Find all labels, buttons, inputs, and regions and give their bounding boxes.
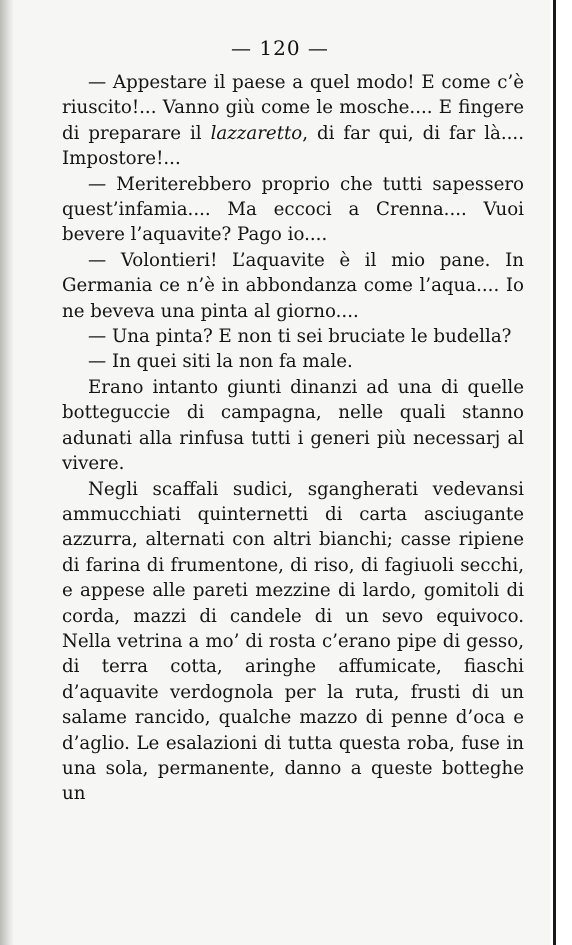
- paragraph: Erano intanto giunti dinanzi ad una di quelle botteguccie di campagna, nelle quali stanno adunati alla rinfusa tutti i generi più necessarj al vivere.: [62, 376, 524, 475]
- paragraph-text: , di far qui, di far là.... Impostore!...: [62, 122, 524, 170]
- paragraph: — In quei siti la non fa male.: [88, 351, 353, 373]
- paragraph: — Una pinta? E non ti sei bruciate le budella?: [88, 326, 512, 348]
- paragraph-italic-word: lazzaretto: [210, 122, 303, 144]
- paragraph: — Meriterebbero proprio che tutti sapessero quest’infamia.... Ma eccoci a Crenna.... Vuoi bevere l’aquavite? Pago io....: [62, 173, 524, 246]
- paragraph: Negli scaffali sudici, sgangherati vedevansi ammucchiati quinternetti di carta asciugante azzurra, alternati con altri bianchi; casse ripiene di farina di frumentone, di riso, di fagiuoli secchi, e appese alle pareti mezzine di lardo, gomitoli di corda, mazzi di candele di un sevo equivoco. Nella vetrina a mo’ di rosta c’erano pipe di gesso, di terra cotta, aringhe affumicate, fiaschi d’aquavite verdognola per la ruta, frusti di un salame rancido, qualche mazzo di penne d’oca e d’aglio. Le esalazioni di tutta questa roba, fuse in una sola, permanente, danno a queste botteghe un: [62, 478, 524, 805]
- page-number: — 120 —: [231, 36, 329, 60]
- paragraph-text: — Appestare il paese a quel modo! E come c’è riuscito!... Vanno giù come le mosche.... E fingere di preparare il: [62, 72, 524, 144]
- paragraph: — Volontieri! L’aquavite è il mio pane. In Germania ce n’è in abbondanza come l’aqua.... Io ne beveva una pinta al giorno....: [62, 249, 524, 322]
- paragraph: [62, 70, 524, 172]
- page-right-edge-line: [553, 0, 556, 945]
- page-left-edge: [0, 0, 14, 945]
- page-body: [62, 70, 524, 807]
